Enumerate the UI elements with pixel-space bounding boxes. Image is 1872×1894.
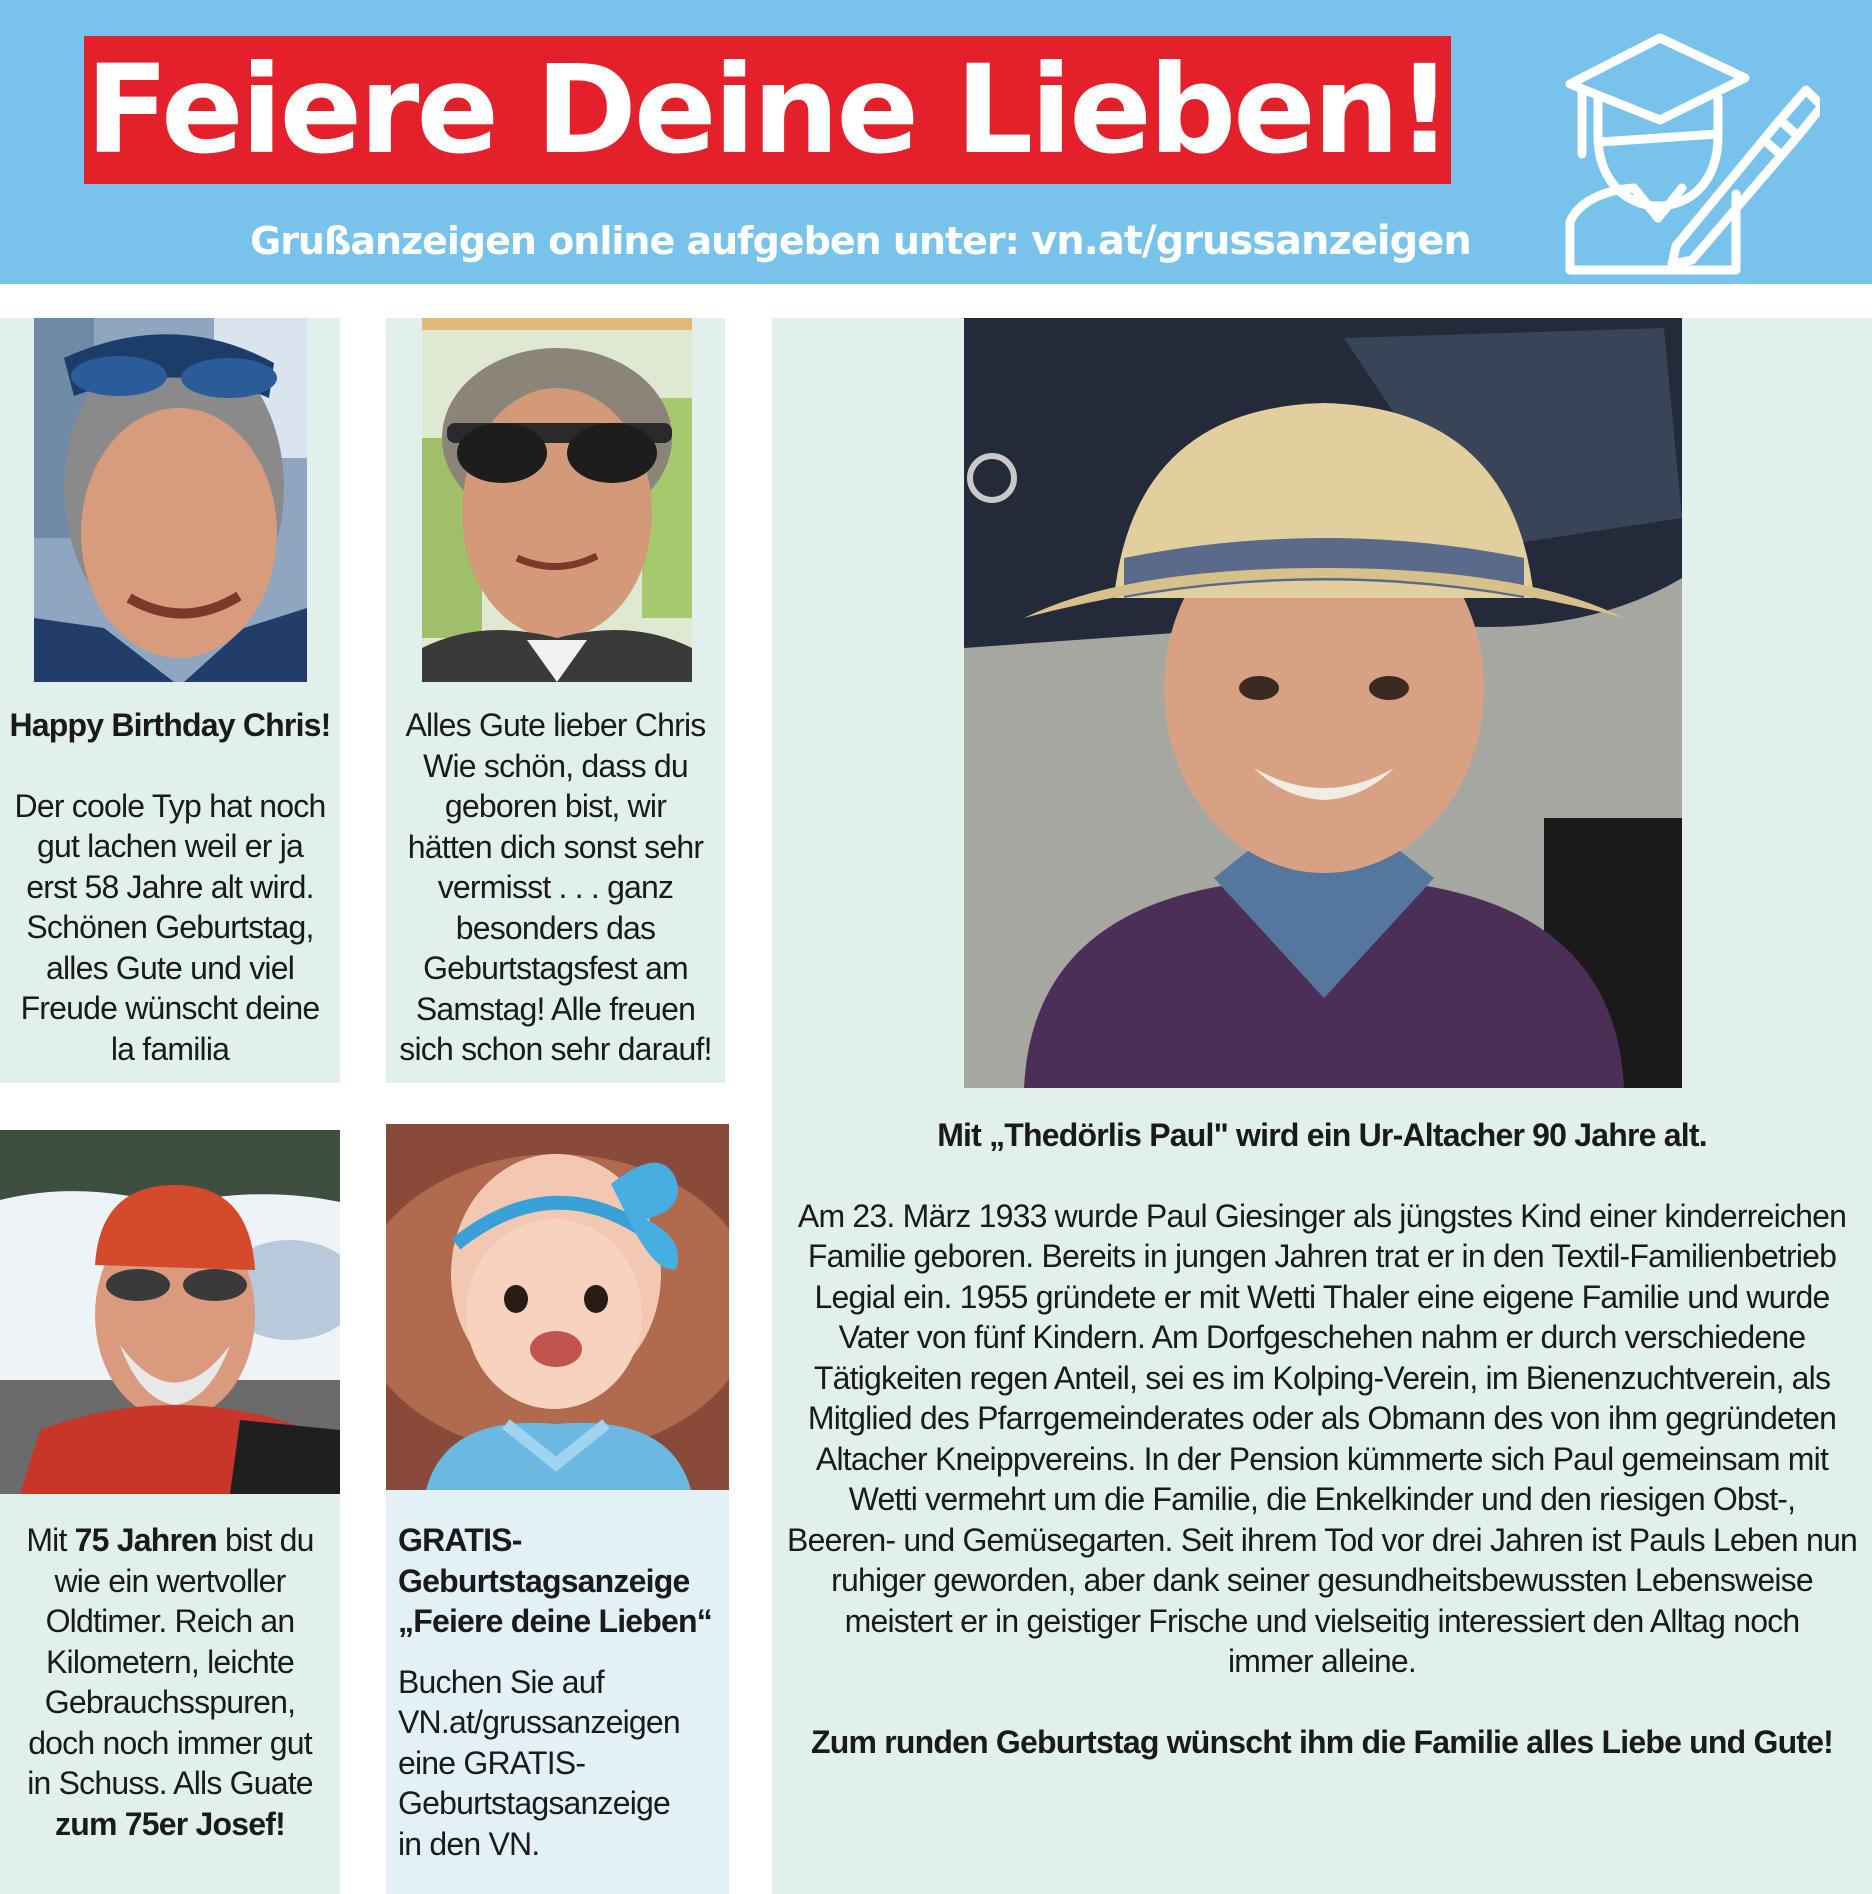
info-line: in den VN. — [398, 1825, 540, 1862]
ad-line: Altacher Kneippvereins. In der Pension kümmerte sich Paul gemeinsam mit — [815, 1440, 1829, 1477]
ad-text-josef — [0, 1520, 340, 1844]
ad-line: geboren bist, wir — [444, 788, 667, 824]
info-line: Buchen Sie auf — [398, 1663, 604, 1700]
title-box — [84, 36, 1451, 184]
ad-line: Vater von fünf Kindern. Am Dorfgeschehen nahm er durch verschiedene — [838, 1319, 1806, 1355]
ad-line: sich schon sehr darauf! — [399, 1031, 712, 1067]
ad-text-chris-1 — [0, 705, 340, 1069]
info-link[interactable]: VN.at/grussanzeigen — [398, 1704, 680, 1740]
ad-line: Der coole Typ hat noch — [14, 787, 326, 824]
ad-text-paul — [772, 1115, 1872, 1762]
ad-line: besonders das — [455, 909, 656, 946]
ad-line: Geburtstagsfest am — [423, 950, 688, 986]
page-title: Feiere Deine Lieben! — [85, 39, 1450, 181]
ad-line-first — [0, 1520, 340, 1561]
ad-line: Beeren- und Gemüsegarten. Seit ihrem Tod vor drei Jahren ist Pauls Leben nun — [787, 1521, 1857, 1558]
ad-line: Freude wünscht deine — [20, 990, 320, 1026]
ad-closing: Zum runden Geburtstag wünscht ihm die Familie alles Liebe und Gute! — [810, 1723, 1834, 1760]
info-line: eine GRATIS- — [398, 1744, 586, 1781]
ad-text-bold: 75 Jahren — [74, 1522, 217, 1558]
man-with-orange-cap-photo — [0, 1130, 340, 1494]
ad-headline: Happy Birthday Chris! — [9, 707, 331, 743]
ad-line: in Schuss. Alls Guate — [27, 1765, 313, 1801]
ad-line: Schönen Geburtstag, — [26, 909, 314, 945]
info-line: Geburtstagsanzeige — [398, 1785, 671, 1821]
ad-text-part: Mit — [26, 1522, 75, 1558]
ad-line: Wetti vermehrt um die Familie, die Enkelkinder und den riesigen Obst-, — [848, 1481, 1796, 1517]
ad-text-chris-2 — [386, 705, 725, 1070]
info-headline: GRATIS- — [398, 1522, 522, 1558]
ad-text-part: bist du — [216, 1522, 314, 1558]
ad-line: Familie geboren. Bereits in jungen Jahren trat er in den Textil-Familienbetrieb — [807, 1238, 1837, 1274]
ad-line: wie ein wertvoller — [54, 1562, 286, 1599]
ad-line: la familia — [110, 1030, 230, 1067]
ad-line: Alles Gute lieber Chris — [405, 707, 706, 743]
ad-headline: Mit „Thedörlis Paul" wird ein Ur-Altacher 90 Jahre alt. — [937, 1117, 1707, 1153]
ad-closing: zum 75er Josef! — [55, 1805, 285, 1842]
ad-line: Oldtimer. Reich an — [45, 1603, 295, 1639]
ad-line: doch noch immer gut — [28, 1724, 312, 1761]
subtitle — [250, 218, 1471, 264]
ad-line: erst 58 Jahre alt wird. — [26, 868, 314, 905]
ad-text-gratis — [398, 1520, 723, 1864]
ad-line: alles Gute und viel — [45, 949, 295, 986]
ad-line: immer alleine. — [1228, 1643, 1416, 1679]
subtitle-prefix: Grußanzeigen online aufgeben unter: — [250, 219, 1019, 263]
ad-line: Wie schön, dass du — [423, 747, 688, 784]
ad-line: Samstag! Alle freuen — [415, 990, 696, 1027]
ad-line: gut lachen weil er ja — [36, 828, 304, 864]
ad-line: ruhiger geworden, aber dank seiner gesundheitsbewussten Lebensweise — [831, 1562, 1813, 1598]
ad-line: Gebrauchsspuren, — [44, 1684, 296, 1720]
ad-line: Tätigkeiten regen Anteil, sei es im Kolping-Verein, im Bienenzuchtverein, als — [813, 1359, 1831, 1396]
graduate-with-diploma-icon — [1560, 14, 1820, 276]
ad-line: Legial ein. 1955 gründete er mit Wetti Thaler eine eigene Familie und wurde — [814, 1278, 1830, 1315]
ad-line: hätten dich sonst sehr — [407, 828, 704, 865]
elderly-man-with-straw-hat-photo — [964, 318, 1682, 1088]
ad-line: Kilometern, leichte — [45, 1643, 295, 1680]
ad-line: Am 23. März 1933 wurde Paul Giesinger als jüngstes Kind einer kinderreichen — [797, 1197, 1847, 1234]
subtitle-url[interactable]: vn.at/grussanzeigen — [1031, 218, 1471, 264]
ad-line: Mitglied des Pfarrgemeinderates oder als Obmann des von ihm gegründeten — [807, 1400, 1837, 1436]
ad-line: vermisst . . . ganz — [437, 869, 674, 905]
baby-with-blue-bow-photo — [386, 1124, 729, 1490]
man-with-sunglasses-photo — [422, 318, 692, 682]
header-banner — [0, 0, 1872, 284]
info-headline: Geburtstagsanzeige — [398, 1562, 690, 1599]
ad-line: meistert er in geistiger Frische und vielseitig interessiert den Alltag noch — [844, 1602, 1800, 1639]
man-with-sunglasses-on-head-photo — [34, 318, 307, 682]
info-headline: „Feiere deine Lieben“ — [398, 1603, 712, 1639]
